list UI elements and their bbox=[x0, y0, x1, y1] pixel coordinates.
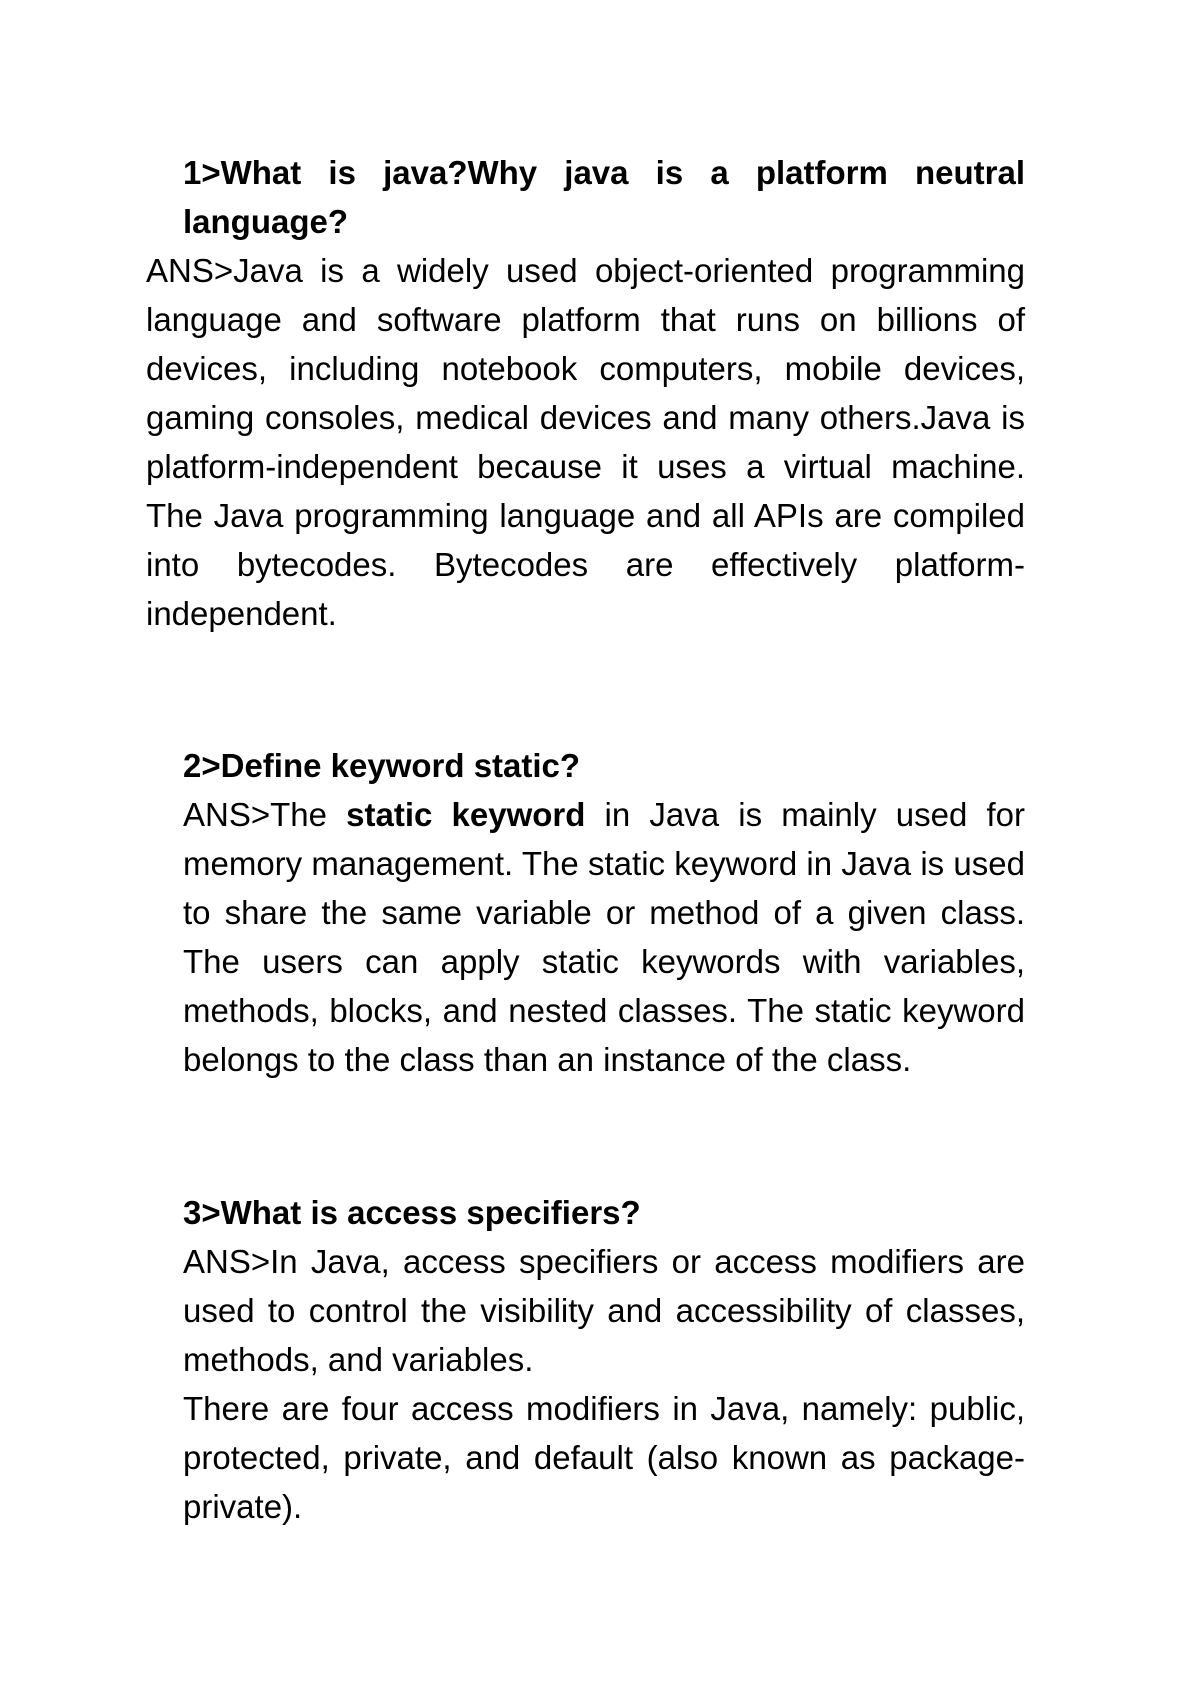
answer-3-paragraph: ANS>In Java, access specifiers or access modifiers are used to control the visibility and accessibility of classes, methods, and variables. bbox=[183, 1243, 1025, 1378]
answer-2-prefix: ANS>The bbox=[183, 796, 347, 833]
question-2-heading: 2>Define keyword static? bbox=[183, 747, 581, 784]
question-3-heading: 3>What is access specifiers? bbox=[183, 1194, 641, 1231]
answer-1-paragraph: ANS>Java is a widely used object-oriented programming language and software platform that runs on billions of devices, including notebook computers, mobile devices, gaming consoles, medical devices and many others.Java is platform-independent because it uses a virtual machine. The Java programming language and all APIs are compiled into bytecodes. Bytecodes are effectively platform-independent. bbox=[146, 252, 1025, 632]
answer-3-paragraph-continued: There are four access modifiers in Java, namely: public, protected, private, and default (also known as package-private). bbox=[183, 1390, 1025, 1525]
answer-2-rest: in Java is mainly used for memory management. The static keyword in Java is used to share the same variable or method of a given class. The users can apply static keywords with variables, methods, blocks, and nested classes. The static keyword belongs to the class than an instance of the class. bbox=[183, 796, 1025, 1078]
answer-2-bold-term: static keyword bbox=[346, 796, 586, 833]
answer-2-paragraph bbox=[183, 790, 1025, 1084]
question-1-heading: 1>What is java?Why java is a platform neutral language? bbox=[183, 154, 1025, 240]
